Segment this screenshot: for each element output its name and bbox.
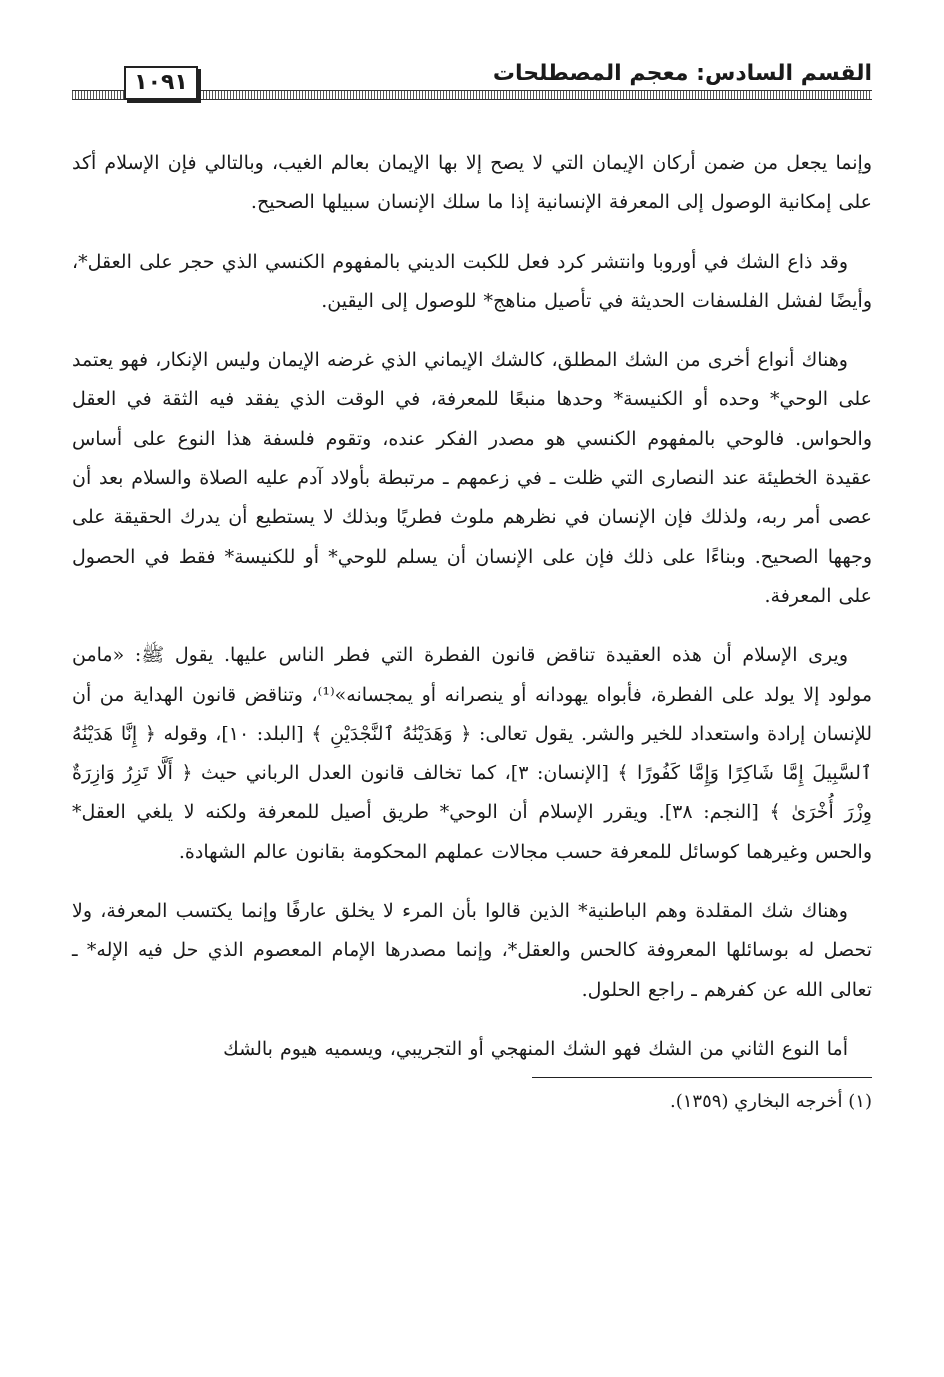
footnote-divider [532,1077,872,1078]
page-header [72,60,872,102]
paragraph-3: وهناك أنواع أخرى من الشك المطلق، كالشك الإيماني الذي غرضه الإيمان وليس الإنكار، فهو يعتمد على الوحي* وحده أو الكنيسة* وحدها منبعًا للمعرفة، في الوقت الذي يفقد فيه الثقة في العقل والحواس. فالوحي بالمفهوم الكنسي هو مصدر الفكر عنده، وتقوم فلسفة هذا النوع على أساس عقيدة الخطيئة عند النصارى التي ظلت ـ في زعمهم ـ مرتبطة بأولاد آدم عليه الصلاة والسلام بعد أن عصى أمر ربه، ولذلك فإن الإنسان في نظرهم ملوث فطريًا وبذلك لا يستطيع أن يدرك الحقيقة على وجهها الصحيح. وبناءًا على ذلك فإن على الإنسان أن يسلم للوحي* أو للكنيسة* فقط في الحصول على المعرفة. [72,349,872,607]
page-number-rule [72,90,124,100]
header-rule [197,90,872,100]
paragraph-2: وقد ذاع الشك في أوروبا وانتشر كرد فعل للكبت الديني بالمفهوم الكنسي الذي حجر على العقل*، وأيضًا لفشل الفلسفات الحديثة في تأصيل مناهج* للوصول إلى اليقين. [72,250,872,312]
paragraph-6: أما النوع الثاني من الشك فهو الشك المنهجي أو التجريبي، ويسميه هيوم بالشك [223,1037,848,1060]
page-number: ١٠٩١ [124,66,198,100]
paragraph-5: وهناك شك المقلدة وهم الباطنية* الذين قالوا بأن المرء لا يخلق عارفًا وإنما يكتسب المعرفة، ولا تحصل له بوسائلها المعروفة كالحس والعقل*، وإنما مصدرها الإمام المعصوم الذي حل فيه الإله* ـ تعالى الله عن كفرهم ـ راجع الحلول. [72,900,872,1001]
document-page [72,60,872,1360]
paragraph-4: ويرى الإسلام أن هذه العقيدة تناقض قانون الفطرة التي فطر الناس عليها. يقول ﷺ: «مامن مولود إلا يولد على الفطرة، فأبواه يهودانه أو ينصرانه أو يمجسانه»⁽¹⁾، وتناقض قانون الهداية من أن للإنسان إرادة واستعداد للخير والشر. يقول تعالى: ﴿ وَهَدَيْنَٰهُ ٱلنَّجْدَيْنِ ﴾ [البلد: ١٠]، وقوله ﴿ إِنَّا هَدَيْنَٰهُ ٱلسَّبِيلَ إِمَّا شَاكِرًا وَإِمَّا كَفُورًا ﴾ [الإنسان: ٣]، كما تخالف قانون العدل الرباني حيث ﴿ أَلَّا تَزِرُ وَازِرَةٌ وِزْرَ أُخْرَىٰ ﴾ [النجم: ٣٨]. ويقرر الإسلام أن الوحي* طريق أصيل للمعرفة ولكنه لا يلغي العقل* والحس وغيرهما كوسائل للمعرفة حسب مجالات عملهم المحكومة بقانون عالم الشهادة. [72,644,873,863]
body-text [72,144,872,1116]
footnote: (١) أخرجه البخاري (١٣٥٩). [670,1091,872,1113]
section-title: القسم السادس: معجم المصطلحات [492,61,872,86]
paragraph-1: وإنما يجعل من ضمن أركان الإيمان التي لا يصح إلا بها الإيمان بعالم الغيب، وبالتالي فإن الإسلام أكد على إمكانية الوصول إلى المعرفة الإنسانية إذا ما سلك الإنسان سبيلها الصحيح. [72,152,872,214]
